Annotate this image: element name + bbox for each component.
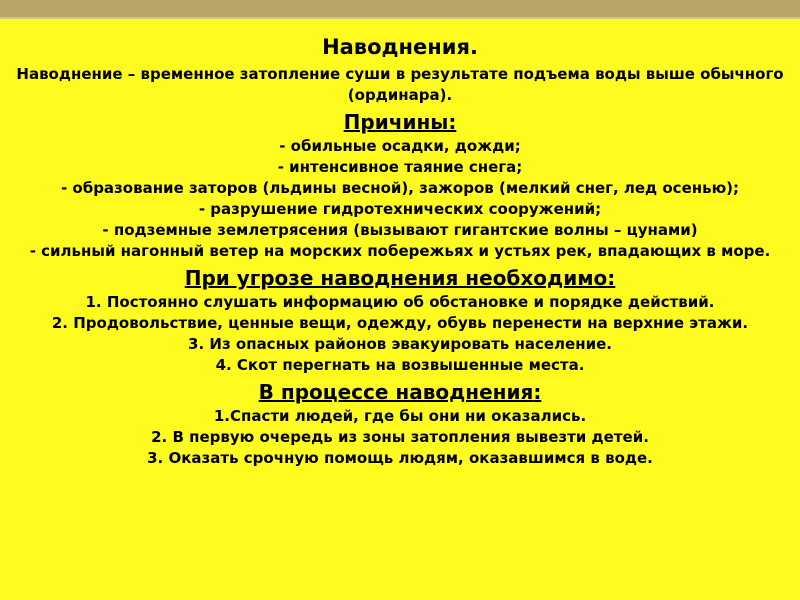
- during-action-item: 1.Спасти людей, где бы они ни оказались.: [213, 407, 587, 425]
- threat-heading: При угрозе наводнения необходимо: [184, 266, 608, 290]
- cause-item: - интенсивное таяние снега;: [277, 158, 523, 176]
- causes-list: [0, 136, 800, 262]
- during-action-item: 2. В первую очередь из зоны затопления вывезти детей.: [151, 428, 649, 446]
- threat-action-item: 1. Постоянно слушать информацию об обстановке и порядке действий.: [85, 293, 715, 311]
- threat-action-item: 2. Продовольствие, ценные вещи, одежду, обувь перенести на верхние этажи.: [51, 314, 749, 332]
- definition-text: Наводнение – временное затопление суши в результате подъема воды выше обычного (ординара).: [16, 65, 784, 104]
- threat-action-item: 4. Скот перегнать на возвышенные места.: [215, 356, 585, 374]
- threat-actions-list: [0, 292, 800, 376]
- cause-item: - обильные осадки, дожди;: [279, 137, 521, 155]
- top-decorative-band: [0, 0, 800, 18]
- cause-item: - сильный нагонный ветер на морских побережьях и устьях рек, впадающих в море.: [29, 242, 771, 260]
- threat-heading-row: [0, 264, 800, 292]
- threat-heading-colon: :: [607, 266, 616, 290]
- causes-heading: Причины:: [343, 110, 457, 134]
- during-heading-row: [0, 378, 800, 406]
- during-heading: В процессе наводнения: [258, 380, 534, 404]
- cause-item: - подземные землетрясения (вызывают гигантские волны – цунами): [102, 221, 698, 239]
- during-heading-colon: :: [533, 380, 542, 404]
- slide-content: [0, 26, 800, 469]
- slide-title: Наводнения.: [322, 35, 478, 59]
- during-action-item: 3. Оказать срочную помощь людям, оказавшимся в воде.: [147, 449, 653, 467]
- during-actions-list: [0, 406, 800, 469]
- cause-item: - образование заторов (льдины весной), зажоров (мелкий снег, лед осенью);: [60, 179, 740, 197]
- top-band-divider: [0, 17, 800, 19]
- threat-action-item: 3. Из опасных районов эвакуировать население.: [188, 335, 612, 353]
- cause-item: - разрушение гидротехнических сооружений;: [198, 200, 602, 218]
